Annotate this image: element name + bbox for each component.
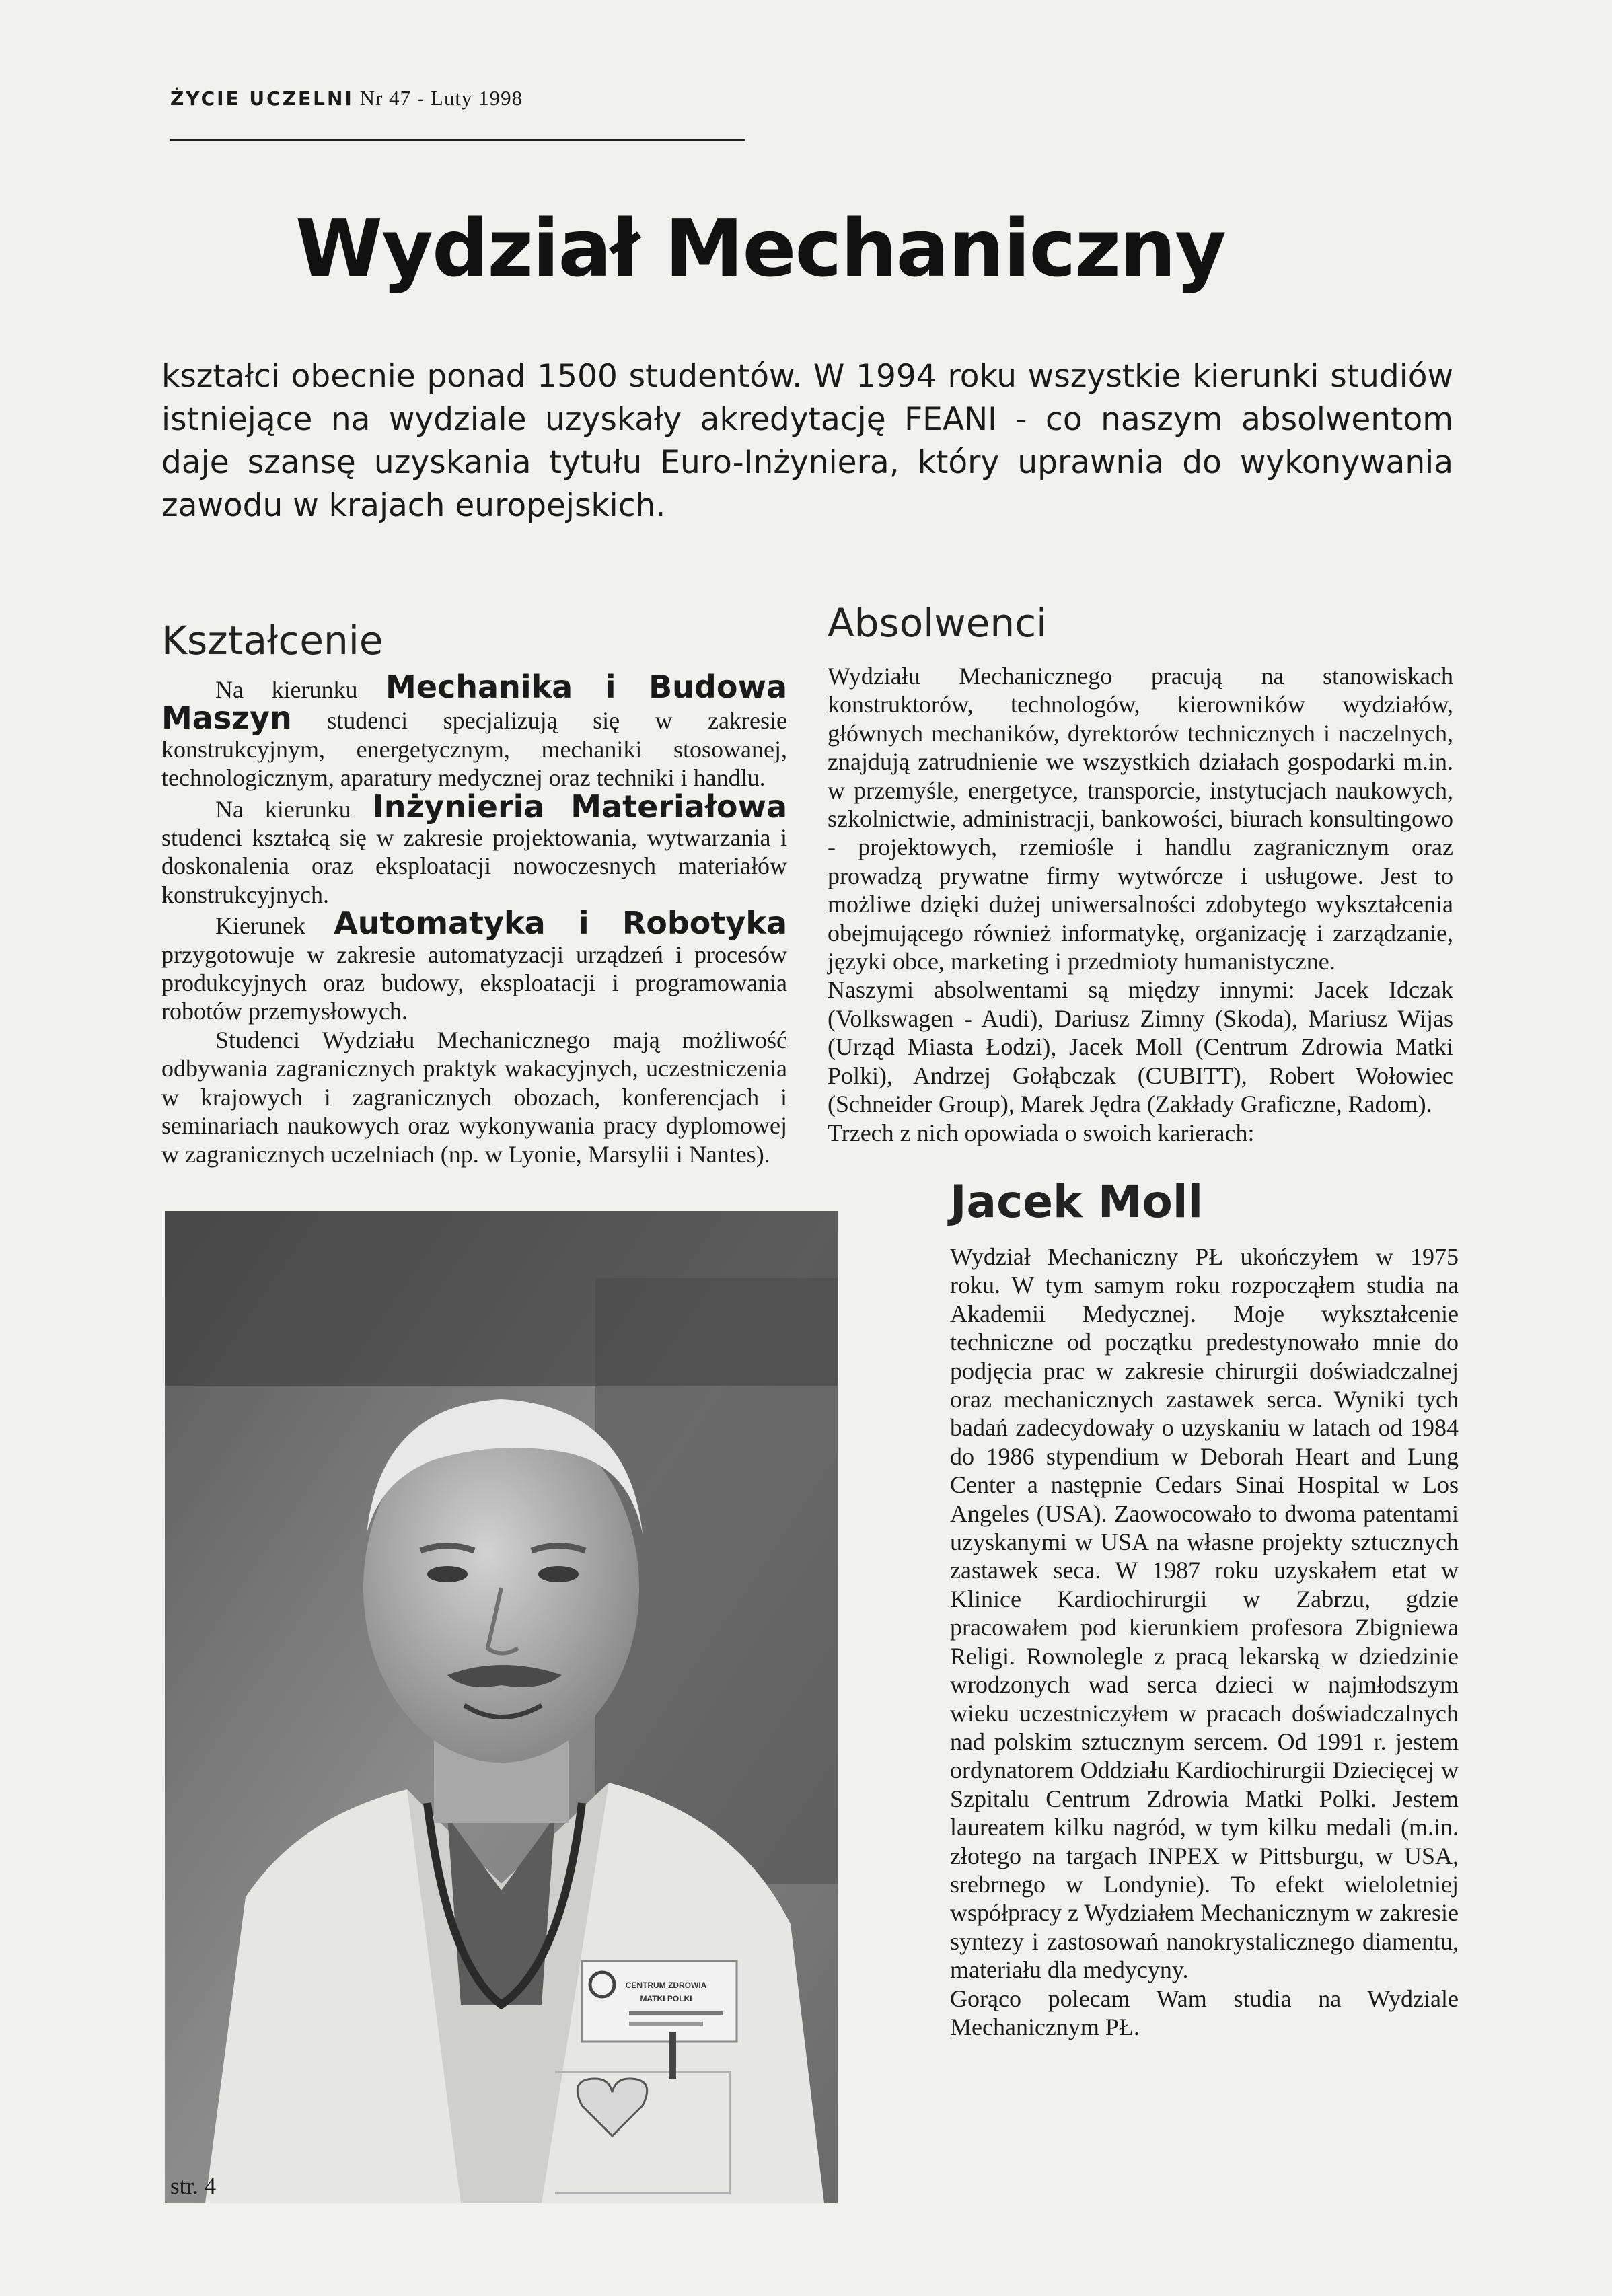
intro-paragraph: kształci obecnie ponad 1500 studentów. W 1994 roku wszystkie kierunki studiów istniejące na wydziale uzyskały akredytację FEANI - co naszym absolwentom daje szansę uzyskania tytułu Euro-Inżyniera, który uprawnia do wykonywania zawodu w krajach europejskich. — [161, 358, 1453, 524]
page-number: str. 4 — [170, 2173, 217, 2199]
paragraph: Trzech z nich opowiada o swoich karierach: — [828, 1119, 1255, 1146]
ksztalcenie-section — [161, 618, 787, 1169]
keyword: Inżynieria Materiałowa — [372, 788, 787, 825]
paragraph — [161, 669, 787, 792]
paragraph — [161, 905, 787, 1026]
running-header — [170, 86, 523, 110]
badge-text-1: CENTRUM ZDROWIA — [625, 1980, 707, 1990]
absolwenci-heading: Absolwenci — [828, 600, 1048, 646]
page-title: Wydział Mechaniczny — [295, 202, 1226, 295]
paragraph — [161, 788, 787, 910]
text: Kierunek — [215, 912, 334, 940]
ksztalcenie-heading: Kształcenie — [161, 618, 383, 663]
paragraph: Gorąco polecam Wam studia na Wydziale Mechanicznym PŁ. — [950, 1985, 1459, 2040]
portrait-illustration — [165, 1211, 838, 2203]
text: studenci specjalizują się w zakresie konstrukcyjnym, energetycznym, mechaniki stosowanej, technologicznym, aparatury medycznej oraz techniki i handlu. — [161, 707, 787, 792]
paragraph: Naszymi absolwentami są między innymi: Jacek Idczak (Volkswagen - Audi), Dariusz Zimny (Skoda), Mariusz Wijas (Urząd Miasta Łodzi), Jacek Moll (Centrum Zdrowia Matki Polki), Andrzej Gołąbczak (CUBITT), Robert Wołowiec (Schneider Group), Marek Jędra (Zakłady Graficzne, Radom). — [828, 976, 1453, 1118]
keyword: Mechanika i Budowa Maszyn — [161, 669, 787, 737]
paragraph: Wydział Mechaniczny PŁ ukończyłem w 1975 roku. W tym samym roku rozpocząłem studia na Akademii Medycznej. Moje wykształcenie techniczne od początku predestynowało mnie do podjęcia prac w zakresie chirurgii doświadczalnej oraz mechanicznych zastawek serca. Wyniki tych badań zadecydowały o uzyskaniu w latach od 1984 do 1986 stypendium w Deborah Heart and Lung Center a następnie Cedars Sinai Hospital w Los Angeles (USA). Zaowocowało to dwoma patentami uzyskanymi w USA na własne projekty sztucznych zastawek seca. W 1987 roku uzyskałem etat w Klinice Kardiochirurgii w Zabrzu, gdzie pracowałem pod kierunkiem profesora Zbigniewa Religi. Rownolegle z pracą lekarską w dziedzinie wrodzonych wad serca dzieci w najmłodszym wieku uczestniczyłem w pracach doświadczalnych nad polskim sztucznym sercem. Od 1991 r. jestem ordynatorem Oddziału Kardiochirurgii Dziecięcej w Szpitalu Centrum Zdrowia Matki Polki. Jestem laureatem kilku nagród, w tym kilku medali (m.in. złotego na targach INPEX w Pittsburgu, w USA, srebrnego w Londynie). To efekt wieloletniej współpracy z Wydziałem Mechanicznym w zakresie syntezy i zastosowań nanokrystalicznego diamentu, materiału dla medycyny. — [950, 1243, 1459, 1984]
magazine-name: ŻYCIE UCZELNI — [170, 87, 354, 110]
text: przygotowuje w zakresie automatyzacji urządzeń i procesów produkcyjnych oraz budowy, eksploatacji i programowania robotów przemysłowych. — [161, 940, 787, 1025]
absolwenci-body — [828, 662, 1453, 1147]
text: Na kierunku — [215, 676, 386, 703]
text: studenci kształcą się w zakresie projektowania, wytwarzania i doskonalenia oraz eksploatacji nowoczesnych materiałów konstrukcyjnych. — [161, 824, 787, 908]
issue-info: Nr 47 - Luty 1998 — [359, 86, 523, 110]
absolwenci-section — [828, 600, 1453, 1147]
portrait-photo — [165, 1211, 838, 2203]
jacek-moll-heading: Jacek Moll — [950, 1176, 1204, 1228]
keyword: Automatyka i Robotyka — [334, 905, 787, 942]
header-rule — [170, 139, 745, 141]
ksztalcenie-body — [161, 669, 787, 1169]
text: Na kierunku — [215, 795, 373, 823]
paragraph: Studenci Wydziału Mechanicznego mają możliwość odbywania zagranicznych praktyk wakacyjnych, uczestniczenia w krajowych i zagranicznych obozach, konferencjach i seminariach naukowych oraz wykonywania pracy dyplomowej w zagranicznych uczelniach (np. w Lyonie, Marsylii i Nantes). — [161, 1026, 787, 1168]
badge-text-2: MATKI POLKI — [640, 1994, 692, 2003]
paragraph: Wydziału Mechanicznego pracują na stanowiskach konstruktorów, technologów, kierowników wydziałów, głównych mechaników, dyrektorów technicznych i naczelnych, znajdują zatrudnienie we wszystkich działach gospodarki m.in. w przemyśle, energetyce, transporcie, instytucjach naukowych, szkolnictwie, administracji, bankowości, biurach konsultingowo - projektowych, rzemiośle i handlu zagranicznym oraz prowadzą prywatne firmy wytwórcze i usługowe. Jest to możliwe dzięki dużej uniwersalności zdobytego wykształcenia obejmującego również informatykę, organizację i zarządzanie, języki obce, marketing i przedmioty humanistyczne. — [828, 663, 1453, 975]
jacek-moll-body — [950, 1243, 1459, 2041]
